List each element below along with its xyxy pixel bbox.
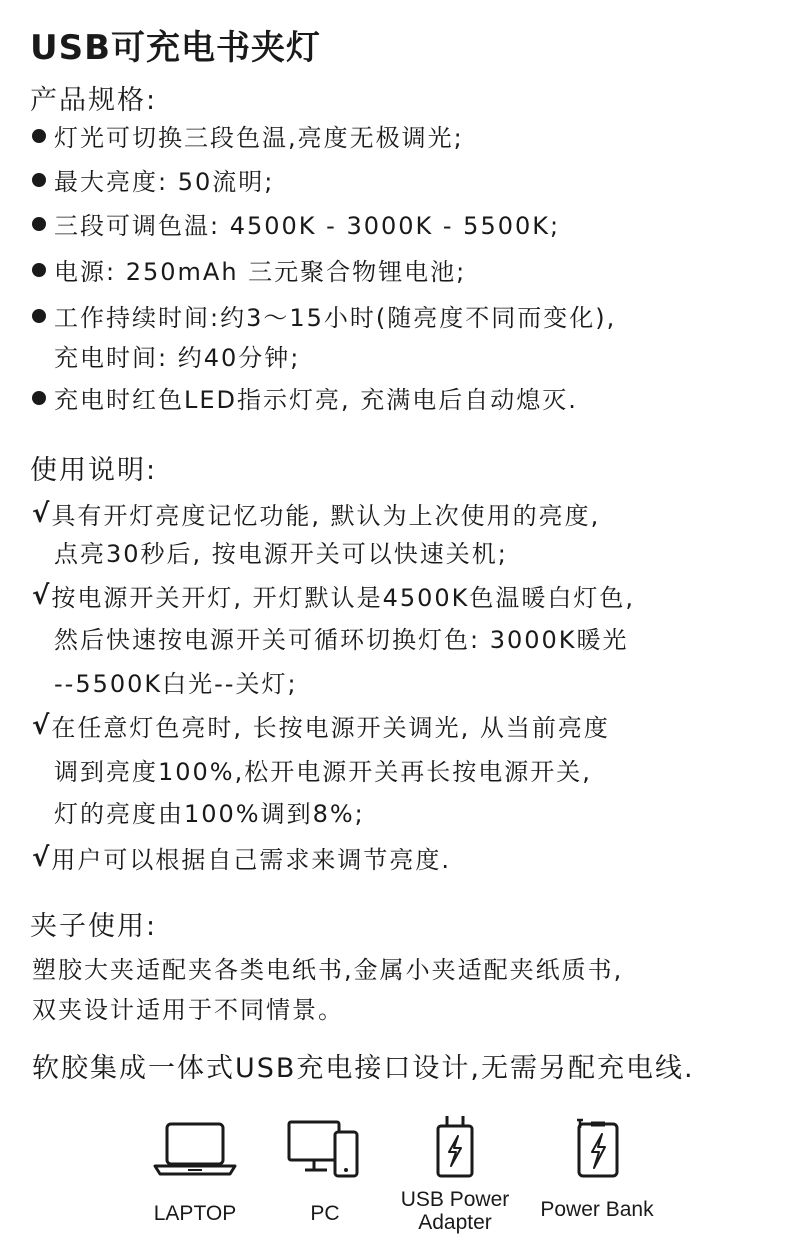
usb-power-adapter-icon [430,1114,480,1180]
usage-item-continuation: 调到亮度100%,松开电源开关再长按电源开关, [54,758,592,786]
spec-item: 充电时红色LED指示灯亮, 充满电后自动熄灭. [32,380,578,415]
spec-item: 三段可调色温: 4500K - 3000K - 5500K; [32,206,560,241]
spec-item: 电源: 250mAh 三元聚合物锂电池; [32,252,466,287]
laptop-icon [150,1118,240,1180]
device-label-line1: USB Power [400,1188,510,1211]
spec-item: 最大亮度: 50流明; [32,162,274,197]
usage-item-continuation: 灯的亮度由100%调到8%; [54,800,365,828]
spec-item: 工作持续时间:约3～15小时(随亮度不同而变化), [32,298,616,333]
device-usb-power-adapter [385,1114,525,1234]
usage-item-continuation: 点亮30秒后, 按电源开关可以快速关机; [54,540,508,568]
device-pc [255,1118,395,1225]
device-label: LAPTOP [153,1202,237,1225]
usage-item: √ 在任意灯色亮时, 长按电源开关调光, 从当前亮度 [32,710,610,742]
bullet-icon [32,129,46,143]
spec-item: 灯光可切换三段色温,亮度无极调光; [32,118,464,153]
checkmark-icon: √ [32,842,50,873]
bullet-icon [32,391,46,405]
usage-item: √ 用户可以根据自己需求来调节亮度. [32,842,451,874]
device-label: Power Bank [540,1198,654,1221]
interface-note: 软胶集成一体式USB充电接口设计,无需另配充电线. [32,1053,695,1084]
checkmark-icon: √ [32,498,50,529]
device-label: PC [310,1202,340,1225]
usage-item-continuation: --5500K白光--关灯; [54,670,298,698]
bullet-icon [32,263,46,277]
power-bank-icon [567,1114,627,1180]
device-power-bank [527,1114,667,1221]
bullet-icon [32,173,46,187]
device-label-line2: Adapter [418,1211,492,1234]
usage-item: √ 具有开灯亮度记忆功能, 默认为上次使用的亮度, [32,498,601,530]
usage-item-continuation: 然后快速按电源开关可循环切换灯色: 3000K暖光 [54,626,629,654]
usage-item: √ 按电源开关开灯, 开灯默认是4500K色温暖白灯色, [32,580,636,612]
device-laptop [125,1118,265,1225]
specs-heading: 产品规格: [30,85,158,116]
checkmark-icon: √ [32,710,50,741]
clip-line: 塑胶大夹适配夹各类电纸书,金属小夹适配夹纸质书, [32,956,624,984]
bullet-icon [32,309,46,323]
usage-heading: 使用说明: [30,455,158,486]
spec-item-continuation: 充电时间: 约40分钟; [54,344,301,372]
pc-icon [285,1118,365,1180]
bullet-icon [32,217,46,231]
checkmark-icon: √ [32,580,50,611]
page-title: USB可充电书夹灯 [30,28,322,68]
clip-heading: 夹子使用: [30,911,158,942]
clip-line: 双夹设计适用于不同情景。 [32,996,344,1024]
